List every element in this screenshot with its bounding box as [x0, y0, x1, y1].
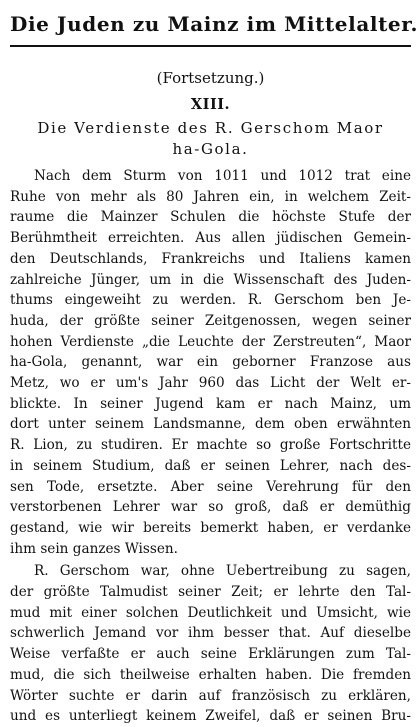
chapter-subtitle-line-1: Die Verdienste des R. Gerschom Maor: [37, 119, 384, 137]
text-line: Nach dem Sturm von 1011 und 1012 trat eine: [34, 168, 411, 184]
text-line: der größte Talmudist seiner Zeit; er lehrte den Tal-: [10, 584, 411, 601]
paragraph-1: [10, 166, 411, 559]
chapter-subtitle-line-2: ha-Gola.: [172, 140, 249, 158]
text-line: Weise verfaßte er auch seine Erklärungen zum Tal-: [10, 646, 411, 663]
continued-note: (Fortsetzung.): [156, 69, 265, 87]
text-line: gestand, wie wir bereits bemerkt haben, er verdanke: [10, 519, 411, 536]
title-rule: [10, 45, 411, 47]
text-line: huda, der größte seiner Zeitgenossen, wegen seiner: [10, 312, 411, 329]
text-line: sen Tode, ersetzte. Aber seine Verehrung für den: [10, 478, 411, 495]
text-line: und es unterliegt keinem Zweifel, daß er seinen Bru-: [10, 708, 411, 725]
text-line: mud, die sich theilweise erhalten haben. Die fremden: [10, 666, 411, 683]
text-line: schwerlich Jemand vor ihm besser that. Auf dieselbe: [10, 625, 411, 642]
text-line: thums eingeweiht zu werden. R. Gerschom ben Je-: [10, 292, 411, 309]
text-line: Wörter suchte er darin auf französisch zu erklären,: [10, 687, 411, 704]
text-line: zahlreiche Jünger, um in die Wissenschaft des Juden-: [10, 271, 411, 288]
text-line: Ruhe von mehr als 80 Jahren ein, in welchem Zeit-: [10, 188, 411, 205]
text-line: in seinem Studium, daß er seinen Lehrer, nach des-: [10, 457, 411, 474]
text-line: dort unter seinem Landsmanne, dem oben erwähnten: [10, 416, 411, 433]
text-line: blickte. In seiner Jugend kam er nach Mainz, um: [10, 395, 411, 412]
paragraph-2: [10, 561, 411, 727]
page-title: Die Juden zu Mainz im Mittelalter.: [10, 12, 419, 36]
chapter-number: XIII.: [190, 96, 231, 113]
text-line: R. Gerschom war, ohne Uebertreibung zu sagen,: [34, 563, 411, 580]
text-line: Berühmtheit erreichten. Aus allen jüdischen Gemein-: [10, 230, 411, 247]
text-line: den Deutschlands, Frankreichs und Italiens kamen: [10, 250, 411, 267]
text-line: raume die Mainzer Schulen die höchste Stufe der: [10, 209, 411, 226]
text-line: Metz, wo er um's Jahr 960 das Licht der Welt er-: [10, 375, 411, 392]
text-line: ihm sein ganzes Wissen.: [10, 540, 178, 557]
text-line: mud mit einer solchen Deutlichkeit und Umsicht, wie: [10, 604, 411, 621]
text-line: verstorbenen Lehrer war so groß, daß er demüthig: [10, 499, 411, 516]
text-line: R. Lion, zu studiren. Er machte so große Fortschritte: [10, 437, 411, 454]
chapter-subtitle: [10, 118, 411, 160]
article-body: [10, 166, 411, 727]
text-line: hohen Verdienste „die Leuchte der Zerstreuten“, Maor: [10, 333, 411, 350]
text-line: ha-Gola, genannt, war ein geborner Franzose aus: [10, 354, 411, 371]
